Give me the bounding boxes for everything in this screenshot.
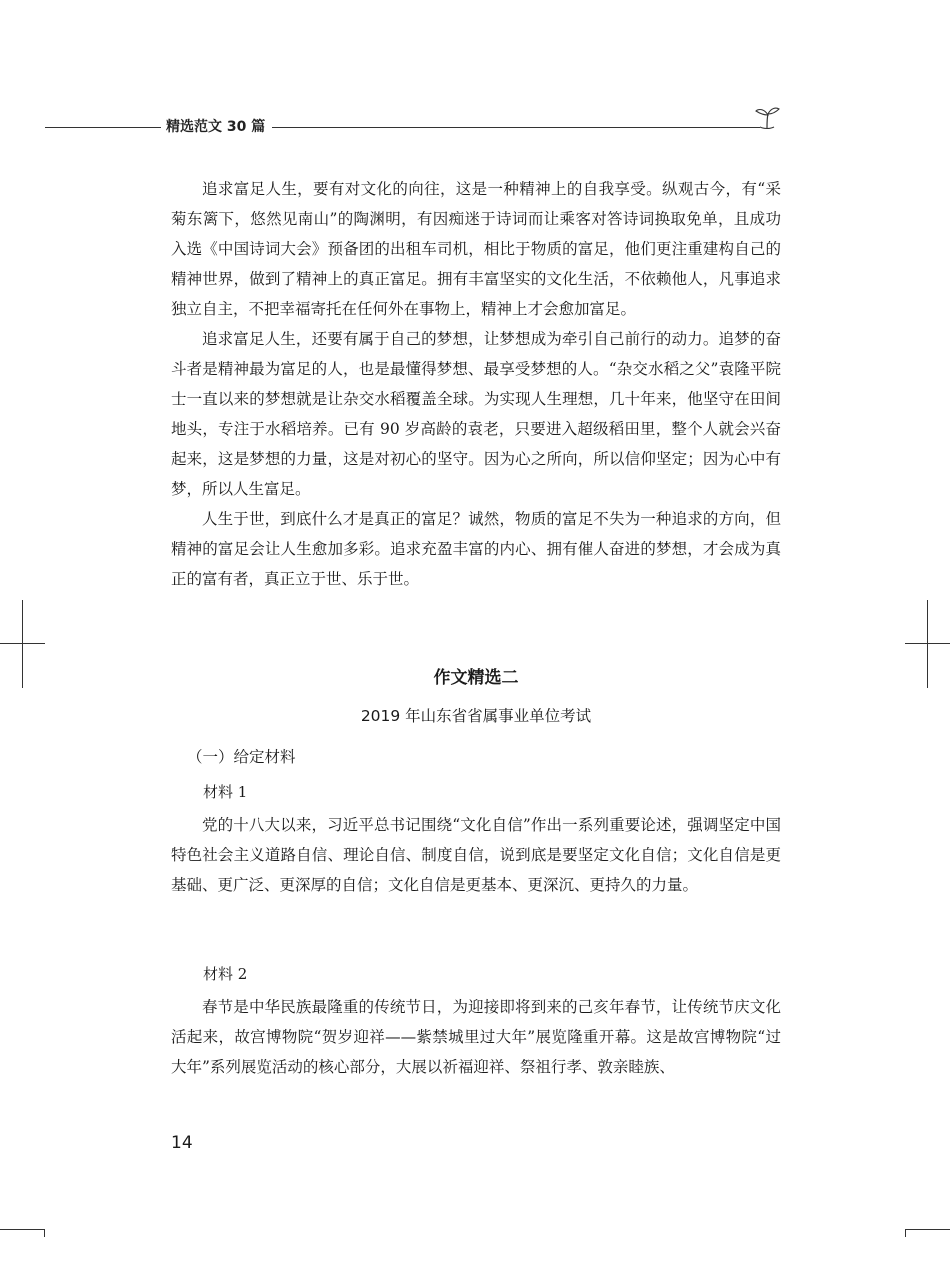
header-rule-right	[272, 127, 760, 128]
section-heading-given-materials: （一）给定材料	[187, 748, 296, 766]
crop-mark-bottom-left-vertical	[44, 1229, 45, 1237]
material-1-label: 材料 1	[203, 783, 248, 801]
running-header-title: 精选范文 30 篇	[166, 119, 266, 135]
essay-one-paragraph: 人生于世，到底什么才是真正的富足？诚然，物质的富足不失为一种追求的方向，但精神的富足会让人生愈加多彩。追求充盈丰富的内心、拥有催人奋进的梦想，才会成为真正的富有者，真正立于世、乐于世。	[171, 510, 781, 588]
material-2-paragraph: 春节是中华民族最隆重的传统节日，为迎接即将到来的己亥年春节，让传统节庆文化活起来，故宫博物院“贺岁迎祥——紫禁城里过大年”展览隆重开幕。这是故宫博物院“过大年”系列展览活动的核心部分，大展以祈福迎祥、祭祖行孝、敦亲睦族、	[171, 998, 781, 1076]
essay-one-paragraph: 追求富足人生，还要有属于自己的梦想，让梦想成为牵引自己前行的动力。追梦的奋斗者是精神最为富足的人，也是最懂得梦想、最享受梦想的人。“杂交水稻之父”袁隆平院士一直以来的梦想就是让杂交水稻覆盖全球。为实现人生理想，几十年来，他坚守在田间地头，专注于水稻培养。已有 90 岁高龄的袁老，只要进入超级稻田里，整个人就会兴奋起来，这是梦想的力量，这是对初心的坚守。因为心之所向，所以信仰坚定；因为心中有梦，所以人生富足。	[171, 330, 781, 498]
crop-mark-bottom-left-horizontal	[0, 1229, 45, 1230]
crop-mark-bottom-right-horizontal	[905, 1229, 950, 1230]
material-2-body	[171, 992, 781, 1082]
material-1-body	[171, 810, 781, 900]
material-2-label: 材料 2	[203, 965, 248, 983]
sprout-ornament-icon	[750, 104, 784, 132]
crop-mark-right-horizontal	[905, 643, 950, 644]
crop-mark-right-vertical	[927, 600, 928, 688]
crop-mark-left-horizontal	[0, 643, 45, 644]
page-number: 14	[171, 1133, 193, 1153]
essay-two-title: 作文精选二	[433, 668, 519, 688]
essay-one-body	[171, 174, 781, 594]
crop-mark-bottom-right-vertical	[905, 1229, 906, 1237]
crop-mark-left-vertical	[22, 600, 23, 688]
essay-two-subtitle: 2019 年山东省省属事业单位考试	[360, 707, 592, 725]
header-rule-left	[45, 127, 161, 128]
material-1-paragraph: 党的十八大以来，习近平总书记围绕“文化自信”作出一系列重要论述，强调坚定中国特色社会主义道路自信、理论自信、制度自信，说到底是要坚定文化自信；文化自信是更基础、更广泛、更深厚的自信；文化自信是更基本、更深沉、更持久的力量。	[171, 816, 781, 894]
essay-one-paragraph: 追求富足人生，要有对文化的向往，这是一种精神上的自我享受。纵观古今，有“采菊东篱下，悠然见南山”的陶渊明，有因痴迷于诗词而让乘客对答诗词换取免单，且成功入选《中国诗词大会》预备团的出租车司机，相比于物质的富足，他们更注重建构自己的精神世界，做到了精神上的真正富足。拥有丰富坚实的文化生活，不依赖他人，凡事追求独立自主，不把幸福寄托在任何外在事物上，精神上才会愈加富足。	[171, 180, 781, 318]
